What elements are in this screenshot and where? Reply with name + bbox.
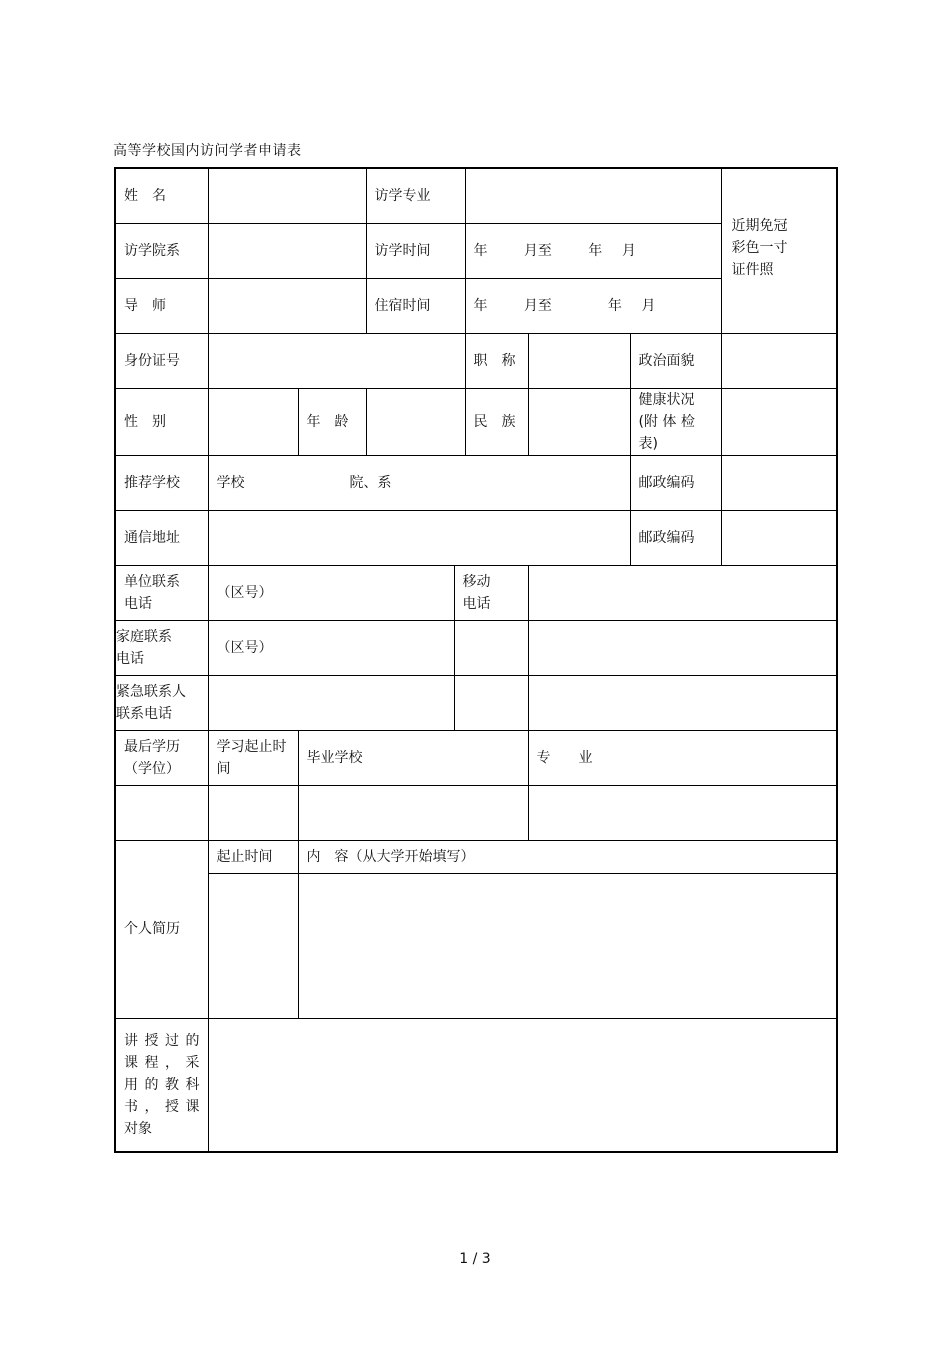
- lodging-year: 年: [473, 297, 488, 314]
- area-code-2: （区号）: [216, 639, 273, 656]
- address-label: 通信地址: [115, 510, 208, 565]
- application-form: [114, 167, 838, 1153]
- dept-field[interactable]: [208, 223, 366, 278]
- major-field[interactable]: [465, 168, 721, 223]
- health-label: [630, 388, 721, 455]
- rec-school-field[interactable]: [208, 455, 630, 510]
- resume-label: 个人简历: [115, 840, 208, 1018]
- edu-label: [115, 730, 208, 785]
- edu-label-1: 最后学历: [124, 738, 180, 755]
- courses-field[interactable]: [208, 1018, 837, 1152]
- health-label-2: (附 体 检: [638, 413, 695, 430]
- home-phone-label-1: 家庭联系: [116, 628, 172, 645]
- postcode-label-2: 邮政编码: [630, 510, 721, 565]
- time-label: 访学时间: [366, 223, 465, 278]
- lodging-field[interactable]: [465, 278, 721, 333]
- health-label-1: 健康状况: [638, 391, 695, 408]
- health-field[interactable]: [721, 388, 837, 455]
- lodging-month: 月: [641, 297, 656, 314]
- photo-label-1: 近期免冠: [731, 218, 788, 234]
- area-code: （区号）: [216, 584, 273, 601]
- postcode-field[interactable]: [721, 455, 837, 510]
- photo-box[interactable]: [721, 168, 837, 333]
- time-month-to: 月至: [523, 242, 552, 259]
- ethnicity-field[interactable]: [528, 388, 630, 455]
- gender-field[interactable]: [208, 388, 298, 455]
- home-phone-extra-2[interactable]: [528, 620, 837, 675]
- edu-major-field[interactable]: [528, 785, 837, 840]
- mobile-label-1: 移动: [462, 573, 491, 590]
- postcode-label: 邮政编码: [630, 455, 721, 510]
- edu-blank: [115, 785, 208, 840]
- work-phone-field[interactable]: [208, 565, 454, 620]
- id-label: 身份证号: [115, 333, 208, 388]
- emergency-label-2: 联系电话: [116, 705, 172, 722]
- lodging-label: 住宿时间: [366, 278, 465, 333]
- emergency-extra[interactable]: [454, 675, 528, 730]
- page-title: 高等学校国内访问学者申请表: [113, 143, 302, 159]
- photo-label-2: 彩色一寸: [731, 240, 788, 256]
- study-period-field[interactable]: [208, 785, 298, 840]
- content-label: 内 容（从大学开始填写）: [298, 840, 837, 873]
- dept-label: 访学院系: [115, 223, 208, 278]
- political-label: 政治面貌: [630, 333, 721, 388]
- emergency-label: [115, 675, 208, 730]
- lodging-month-to: 月至: [523, 297, 552, 314]
- period-label: 起止时间: [208, 840, 298, 873]
- gender-label: 性 别: [115, 388, 208, 455]
- mobile-label: [454, 565, 528, 620]
- edu-label-2: （学位）: [124, 760, 180, 777]
- emergency-field[interactable]: [208, 675, 454, 730]
- mobile-field[interactable]: [528, 565, 837, 620]
- age-label: 年 龄: [298, 388, 366, 455]
- advisor-label: 导 师: [115, 278, 208, 333]
- address-field[interactable]: [208, 510, 630, 565]
- health-label-3: 表): [638, 435, 658, 452]
- edu-major-label: 专 业: [528, 730, 837, 785]
- major-label: 访学专业: [366, 168, 465, 223]
- home-phone-label-2: 电话: [116, 650, 144, 667]
- grad-school-field[interactable]: [298, 785, 528, 840]
- grad-school-label: 毕业学校: [298, 730, 528, 785]
- home-phone-label: [115, 620, 208, 675]
- resume-period-field[interactable]: [208, 873, 298, 1018]
- home-phone-field[interactable]: [208, 620, 454, 675]
- time-field[interactable]: [465, 223, 721, 278]
- lodging-year-2: 年: [607, 297, 622, 314]
- home-phone-extra[interactable]: [454, 620, 528, 675]
- emergency-label-1: 紧急联系人: [116, 683, 186, 700]
- advisor-field[interactable]: [208, 278, 366, 333]
- political-field[interactable]: [721, 333, 837, 388]
- emergency-extra-2[interactable]: [528, 675, 837, 730]
- time-year-2: 年: [588, 242, 603, 259]
- rec-school-value: 学校: [216, 474, 245, 491]
- work-phone-label-2: 电话: [124, 595, 152, 612]
- mobile-label-2: 电话: [462, 595, 491, 612]
- page-number: 1 / 3: [459, 1251, 491, 1267]
- work-phone-label: [115, 565, 208, 620]
- time-month: 月: [621, 242, 636, 259]
- name-label: 姓 名: [115, 168, 208, 223]
- postcode-field-2[interactable]: [721, 510, 837, 565]
- id-field[interactable]: [208, 333, 465, 388]
- study-period-label: 学习起止时间: [208, 730, 298, 785]
- photo-label-3: 证件照: [731, 262, 774, 278]
- age-field[interactable]: [366, 388, 465, 455]
- work-phone-label-1: 单位联系: [124, 573, 180, 590]
- courses-label: 讲 授 过 的 课 程 ， 采 用 的 教 科 书 ， 授 课 对象: [115, 1018, 208, 1152]
- time-year: 年: [473, 242, 488, 259]
- resume-content-field[interactable]: [298, 873, 837, 1018]
- name-field[interactable]: [208, 168, 366, 223]
- rec-school-label: 推荐学校: [115, 455, 208, 510]
- title-field[interactable]: [528, 333, 630, 388]
- rec-dept-value: 院、系: [349, 474, 392, 491]
- title-label: 职 称: [465, 333, 528, 388]
- ethnicity-label: 民 族: [465, 388, 528, 455]
